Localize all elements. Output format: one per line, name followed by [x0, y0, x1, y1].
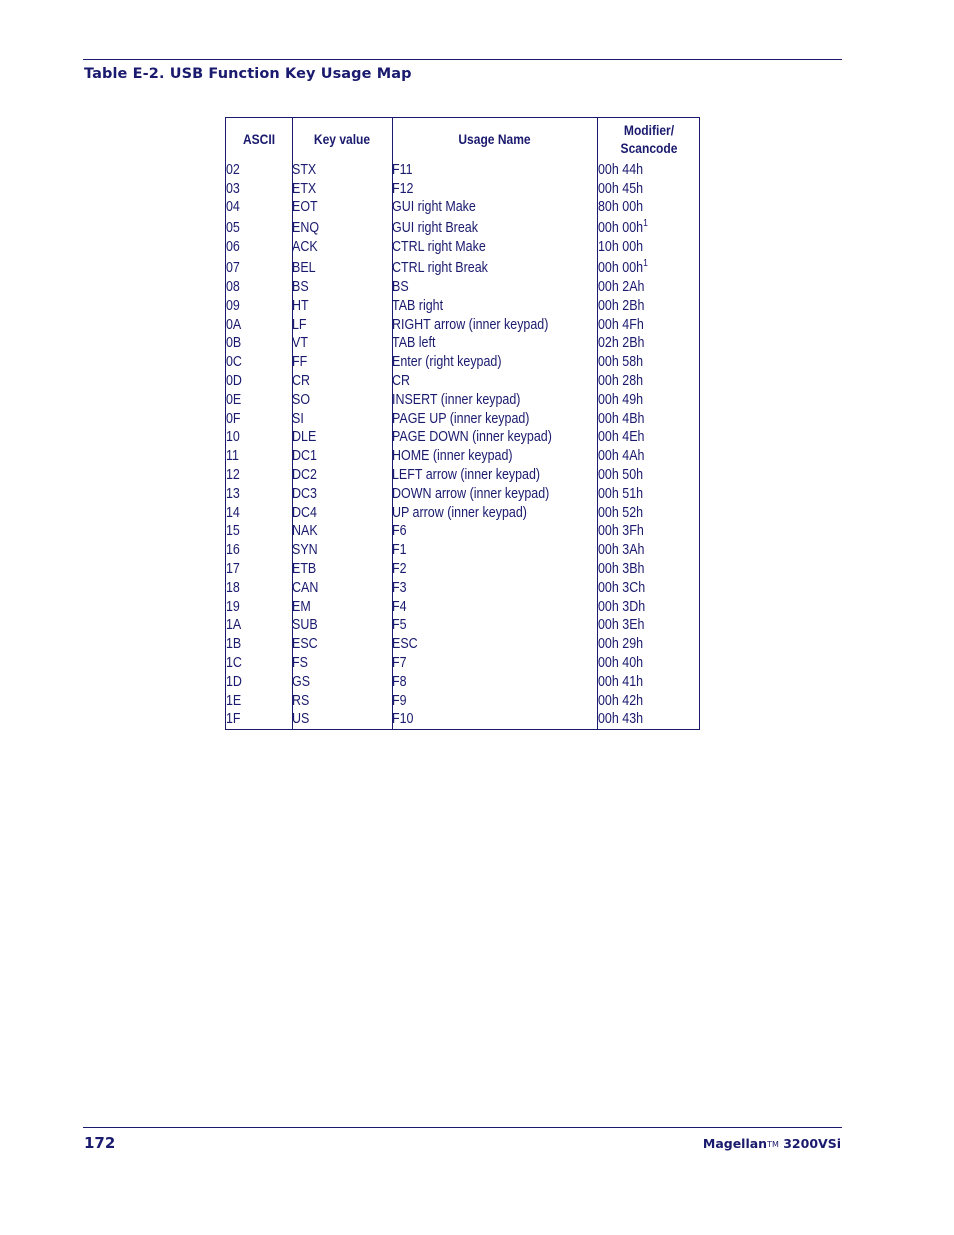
cell-ascii: 1A	[226, 617, 242, 634]
cell-scancode: 00h 3Ch	[598, 579, 646, 596]
table-row	[226, 710, 699, 729]
table-header-row	[226, 118, 699, 160]
header-key-value: Key value	[313, 131, 371, 147]
cell-usage-name: GUI right Break	[392, 220, 478, 237]
cell-usage-name: CR	[392, 372, 411, 389]
cell-ascii: 05	[226, 220, 240, 237]
cell-ascii: 06	[226, 239, 240, 256]
cell-usage-name: F12	[392, 180, 414, 197]
cell-key-value: ACK	[292, 239, 318, 256]
table-row	[226, 256, 699, 277]
footer-rule	[83, 1127, 842, 1128]
header-usage-name: Usage Name	[458, 131, 531, 147]
cell-key-value: NAK	[292, 523, 318, 540]
cell-usage-name: CTRL right Make	[392, 239, 486, 256]
table-row	[226, 296, 699, 315]
cell-scancode: 00h 2Ah	[598, 278, 645, 295]
cell-usage-name: HOME (inner keypad)	[392, 448, 513, 465]
table-row	[226, 559, 699, 578]
table-row	[226, 691, 699, 710]
cell-key-value: SUB	[292, 617, 318, 634]
cell-ascii: 19	[226, 598, 240, 615]
cell-ascii: 0B	[226, 335, 242, 352]
cell-usage-name: CTRL right Break	[392, 260, 488, 277]
product-model: 3200VSi	[783, 1136, 841, 1151]
cell-key-value: US	[292, 711, 310, 728]
cell-key-value: FF	[292, 354, 308, 371]
cell-usage-name: PAGE DOWN (inner keypad)	[392, 429, 552, 446]
product-name	[703, 1136, 841, 1151]
table-row	[226, 315, 699, 334]
cell-ascii: 1F	[226, 711, 241, 728]
cell-scancode: 00h 51h	[598, 485, 644, 502]
cell-key-value: BEL	[292, 260, 316, 277]
cell-ascii: 1C	[226, 654, 242, 671]
cell-ascii: 18	[226, 579, 240, 596]
cell-usage-name: F11	[392, 161, 413, 178]
cell-key-value: ETB	[292, 560, 317, 577]
cell-ascii: 03	[226, 180, 240, 197]
table-row	[226, 198, 699, 217]
cell-scancode: 00h 29h	[598, 636, 644, 653]
cell-scancode: 00h 4Bh	[598, 410, 645, 427]
cell-ascii: 1D	[226, 673, 242, 690]
table-row	[226, 446, 699, 465]
table-row	[226, 578, 699, 597]
cell-scancode: 00h 3Dh	[598, 598, 646, 615]
cell-scancode: 02h 2Bh	[598, 335, 645, 352]
table-row	[226, 216, 699, 237]
cell-key-value: CR	[292, 372, 311, 389]
cell-usage-name: RIGHT arrow (inner keypad)	[392, 316, 549, 333]
cell-key-value: BS	[292, 278, 309, 295]
cell-key-value: SYN	[292, 542, 318, 559]
cell-usage-name: PAGE UP (inner keypad)	[392, 410, 530, 427]
cell-scancode: 00h 4Ah	[598, 448, 645, 465]
usb-function-key-table	[225, 117, 700, 730]
header-modifier: Modifier/	[623, 122, 675, 138]
table-row	[226, 428, 699, 447]
table-row	[226, 409, 699, 428]
cell-usage-name: UP arrow (inner keypad)	[392, 504, 527, 521]
cell-key-value: DC4	[292, 504, 317, 521]
cell-usage-name: TAB left	[392, 335, 436, 352]
table-row	[226, 160, 699, 179]
cell-usage-name: DOWN arrow (inner keypad)	[392, 485, 550, 502]
cell-scancode: 00h 41h	[598, 673, 644, 690]
cell-scancode: 00h 49h	[598, 391, 644, 408]
cell-key-value: STX	[292, 161, 317, 178]
table-row	[226, 179, 699, 198]
table-row	[226, 597, 699, 616]
cell-scancode: 80h 00h	[598, 199, 644, 216]
cell-scancode: 00h 50h	[598, 466, 644, 483]
page-number: 172	[84, 1134, 116, 1152]
cell-usage-name: F1	[392, 542, 407, 559]
cell-usage-name: F6	[392, 523, 407, 540]
cell-ascii: 0E	[226, 391, 242, 408]
cell-ascii: 12	[226, 466, 240, 483]
table-row	[226, 653, 699, 672]
footnote-marker: 1	[643, 218, 648, 230]
cell-usage-name: ESC	[392, 636, 418, 653]
cell-key-value: ESC	[292, 636, 318, 653]
cell-key-value: ETX	[292, 180, 317, 197]
trademark-mark: TM	[767, 1140, 779, 1149]
cell-ascii: 0C	[226, 354, 242, 371]
cell-ascii: 11	[226, 448, 239, 465]
cell-ascii: 10	[226, 429, 240, 446]
cell-scancode: 00h 52h	[598, 504, 644, 521]
table-row	[226, 540, 699, 559]
table-row	[226, 522, 699, 541]
cell-scancode: 00h $00h^1$	[598, 218, 648, 237]
table-body	[226, 160, 699, 728]
cell-usage-name: F9	[392, 692, 407, 709]
table-row	[226, 237, 699, 256]
cell-key-value: RS	[292, 692, 310, 709]
product-brand: Magellan	[702, 1136, 768, 1151]
cell-scancode: 00h 3Bh	[598, 560, 645, 577]
cell-ascii: 04	[226, 199, 240, 216]
cell-key-value: DC2	[292, 466, 317, 483]
table-caption: Table E-2. USB Function Key Usage Map	[84, 66, 412, 82]
cell-key-value: DC3	[292, 485, 317, 502]
cell-scancode: 00h 4Eh	[598, 429, 645, 446]
cell-scancode: 00h 3Fh	[598, 523, 644, 540]
cell-scancode: 00h 40h	[598, 654, 644, 671]
cell-ascii: 0F	[226, 410, 241, 427]
cell-scancode: 00h 3Ah	[598, 542, 645, 559]
cell-usage-name: F5	[392, 617, 407, 634]
cell-key-value: VT	[292, 335, 308, 352]
cell-key-value: EOT	[292, 199, 318, 216]
table-row	[226, 503, 699, 522]
cell-ascii: 08	[226, 278, 240, 295]
cell-usage-name: F10	[392, 711, 414, 728]
cell-scancode: 00h 58h	[598, 354, 644, 371]
table-row	[226, 616, 699, 635]
cell-ascii: 0D	[226, 372, 242, 389]
cell-scancode: 00h 3Eh	[598, 617, 645, 634]
cell-scancode: 00h 44h	[598, 161, 644, 178]
header-rule	[83, 59, 842, 60]
cell-usage-name: TAB right	[392, 297, 444, 314]
cell-usage-name: F4	[392, 598, 407, 615]
cell-usage-name: Enter (right keypad)	[392, 354, 502, 371]
table-row	[226, 390, 699, 409]
cell-ascii: 0A	[226, 316, 242, 333]
cell-scancode: 00h $00h^1$	[598, 258, 648, 277]
table-row	[226, 634, 699, 653]
cell-usage-name: LEFT arrow (inner keypad)	[392, 466, 541, 483]
cell-ascii: 07	[226, 260, 240, 277]
cell-key-value: HT	[292, 297, 309, 314]
cell-ascii: 15	[226, 523, 240, 540]
cell-key-value: DLE	[292, 429, 317, 446]
cell-ascii: 1E	[226, 692, 242, 709]
cell-ascii: 17	[226, 560, 240, 577]
cell-scancode: 00h 28h	[598, 372, 644, 389]
cell-ascii: 16	[226, 542, 240, 559]
cell-key-value: FS	[292, 654, 308, 671]
cell-usage-name: F2	[392, 560, 407, 577]
table-row	[226, 465, 699, 484]
cell-ascii: 14	[226, 504, 240, 521]
cell-usage-name: F3	[392, 579, 407, 596]
cell-key-value: CAN	[292, 579, 319, 596]
cell-ascii: 09	[226, 297, 240, 314]
header-scancode: Scancode	[620, 140, 678, 156]
cell-key-value: SO	[292, 391, 311, 408]
cell-key-value: ENQ	[292, 220, 320, 237]
cell-scancode: 00h 45h	[598, 180, 644, 197]
table-row	[226, 484, 699, 503]
cell-ascii: 1B	[226, 636, 242, 653]
table-row	[226, 672, 699, 691]
cell-usage-name: GUI right Make	[392, 199, 476, 216]
cell-key-value: SI	[292, 410, 304, 427]
footnote-marker: 1	[643, 258, 648, 270]
cell-scancode: 00h 2Bh	[598, 297, 645, 314]
header-ascii: ASCII	[242, 131, 276, 147]
cell-key-value: EM	[292, 598, 311, 615]
cell-scancode: 00h 43h	[598, 711, 644, 728]
cell-ascii: 13	[226, 485, 240, 502]
table-row	[226, 371, 699, 390]
table-row	[226, 334, 699, 353]
cell-ascii: 02	[226, 161, 240, 178]
cell-usage-name: F7	[392, 654, 407, 671]
table-row	[226, 352, 699, 371]
cell-key-value: DC1	[292, 448, 317, 465]
cell-scancode: 00h 4Fh	[598, 316, 644, 333]
cell-key-value: GS	[292, 673, 311, 690]
cell-scancode: 10h 00h	[598, 239, 644, 256]
cell-usage-name: INSERT (inner keypad)	[392, 391, 521, 408]
cell-scancode: 00h 42h	[598, 692, 644, 709]
cell-usage-name: BS	[392, 278, 409, 295]
header-modifier-scancode	[604, 118, 693, 160]
table-row	[226, 277, 699, 296]
cell-key-value: LF	[292, 316, 307, 333]
cell-usage-name: F8	[392, 673, 407, 690]
